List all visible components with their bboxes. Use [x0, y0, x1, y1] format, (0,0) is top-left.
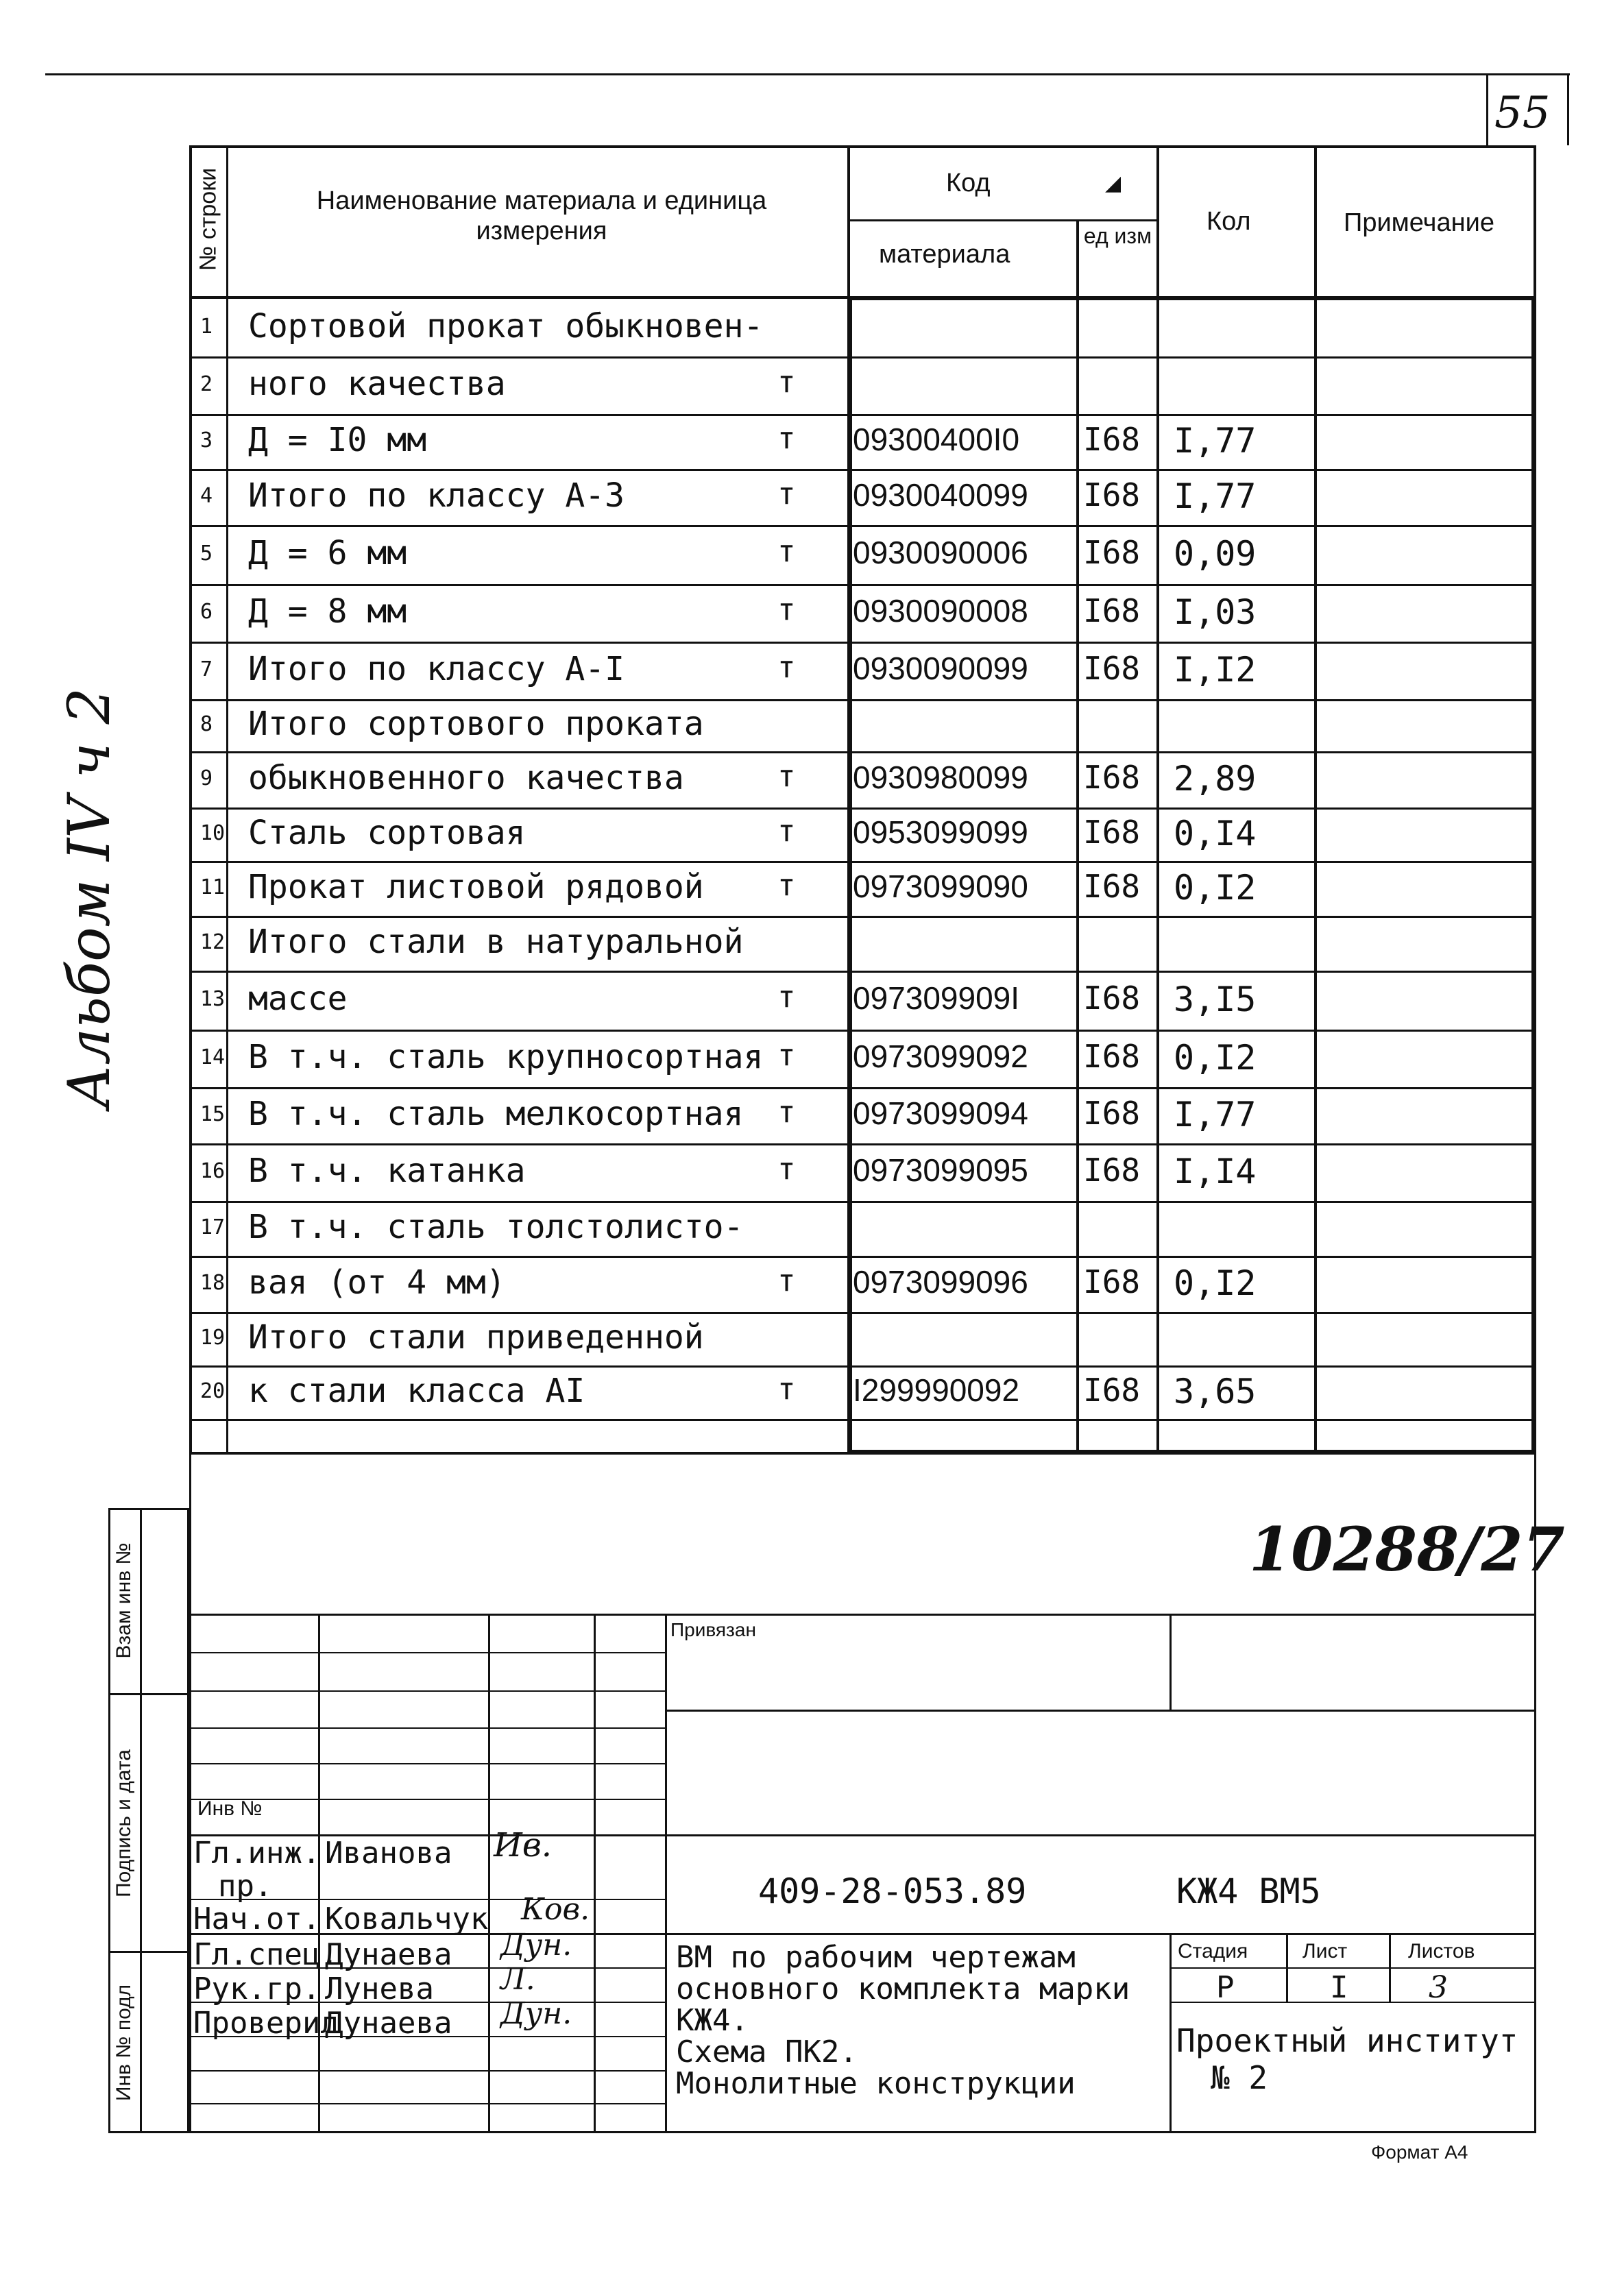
row-divider — [189, 971, 1536, 973]
row-divider — [189, 1256, 1536, 1258]
material-name: В т.ч. сталь мелкосортная — [248, 1095, 744, 1133]
quantity: 3,I5 — [1174, 980, 1257, 1019]
header-code-unit: ед изм — [1083, 223, 1152, 248]
header-row-no: № строки — [195, 167, 221, 271]
row-number: 5 — [200, 542, 213, 566]
unit-code: I68 — [1083, 980, 1141, 1017]
material-name: к стали класса АI — [248, 1372, 585, 1410]
quantity: I,77 — [1174, 1095, 1257, 1134]
material-name: Сортовой прокат обыкновен- — [248, 307, 764, 345]
material-code: 0930090006 — [853, 535, 1028, 570]
row-divider — [189, 1419, 1536, 1421]
unit: т — [777, 980, 796, 1015]
row-number: 4 — [200, 484, 213, 508]
document-code: 409-28-053.89 — [758, 1871, 1027, 1911]
organization-line-2: № 2 — [1211, 2059, 1268, 2096]
quantity: 0,I2 — [1174, 868, 1257, 908]
unit-code: I68 — [1083, 534, 1141, 571]
unit: т — [777, 1095, 796, 1130]
row-number: 3 — [200, 428, 213, 452]
material-name: В т.ч. катанка — [248, 1152, 526, 1190]
inv-no-label: Инв № — [197, 1797, 263, 1820]
staff-name-5: Лунева — [325, 1971, 434, 2006]
staff-role-4: Гл.спец. — [193, 1937, 339, 1972]
row-number: 18 — [200, 1271, 226, 1295]
header-code: Код — [946, 169, 991, 197]
unit-code: I68 — [1083, 1095, 1141, 1132]
unit: т — [777, 1372, 796, 1407]
material-name: Итого стали в натуральной — [248, 923, 744, 961]
material-code: 0930090099 — [853, 651, 1028, 686]
unit: т — [777, 868, 796, 903]
unit-code: I68 — [1083, 814, 1141, 851]
header-note: Примечание — [1344, 208, 1494, 237]
side-inv-num: Взам инв № — [112, 1542, 135, 1659]
quantity: I,77 — [1174, 421, 1257, 461]
header-qty: Кол — [1207, 207, 1251, 236]
material-name: ного качества — [248, 365, 506, 403]
title-line-3: КЖ4. — [676, 2003, 749, 2038]
quantity: 3,65 — [1174, 1372, 1257, 1411]
material-name: Сталь сортовая — [248, 814, 526, 852]
material-name: В т.ч. сталь крупносортная — [248, 1038, 764, 1076]
material-name: Итого по классу А-3 — [248, 476, 625, 515]
row-divider — [189, 584, 1536, 586]
material-name: массе — [248, 980, 348, 1018]
paper-format: Формат А4 — [1371, 2141, 1468, 2163]
material-name: В т.ч. сталь толстолисто- — [248, 1208, 744, 1246]
material-code: 0930980099 — [853, 760, 1028, 795]
material-name: вая (от 4 мм) — [248, 1263, 506, 1302]
material-name: обыкновенного качества — [248, 759, 684, 797]
row-number: 11 — [200, 875, 226, 899]
material-name: Д = 8 мм — [248, 592, 407, 631]
unit: т — [777, 534, 796, 569]
material-name: Прокат листовой рядовой — [248, 868, 704, 906]
header-name: Наименование материала и единица измерения — [316, 186, 767, 245]
row-number: 14 — [200, 1045, 226, 1069]
unit-code: I68 — [1083, 650, 1141, 687]
unit-code: I68 — [1083, 1152, 1141, 1189]
quantity: I,03 — [1174, 592, 1257, 632]
row-number: 16 — [200, 1159, 226, 1183]
unit-code: I68 — [1083, 421, 1141, 458]
unit-code: I68 — [1083, 476, 1141, 513]
row-number: 12 — [200, 930, 226, 954]
unit-code: I68 — [1083, 868, 1141, 905]
document-mark: КЖ4 ВМ5 — [1176, 1871, 1321, 1911]
row-number: 2 — [200, 372, 213, 396]
staff-role-3: Нач.от. — [193, 1902, 321, 1936]
row-divider — [189, 699, 1536, 701]
row-divider — [189, 1312, 1536, 1314]
row-divider — [189, 916, 1536, 918]
material-code: 09300400I0 — [853, 422, 1020, 457]
unit-code: I68 — [1083, 1263, 1141, 1300]
privyazan-label: Привязан — [670, 1619, 756, 1640]
row-number: 9 — [200, 766, 213, 790]
top-rule — [45, 73, 1570, 75]
page-number: 55 — [1494, 88, 1551, 138]
stage-value: Р — [1216, 1970, 1235, 2005]
page-number-box-left — [1486, 75, 1488, 145]
quantity: 0,I2 — [1174, 1263, 1257, 1303]
side-sign-date: Подпись и дата — [112, 1749, 135, 1897]
row-divider — [189, 751, 1536, 753]
material-code: 0973099094 — [853, 1095, 1028, 1131]
material-name: Д = 6 мм — [248, 534, 407, 572]
row-number: 15 — [200, 1102, 226, 1126]
signature-5: Л. — [500, 1962, 535, 1997]
row-divider — [189, 1030, 1536, 1032]
unit-code: I68 — [1083, 592, 1141, 629]
title-line-5: Монолитные конструкции — [676, 2066, 1076, 2101]
row-divider — [189, 525, 1536, 527]
title-line-1: ВМ по рабочим чертежам — [676, 1940, 1076, 1975]
quantity: 0,I2 — [1174, 1038, 1257, 1078]
page-number-box-right — [1567, 75, 1569, 145]
material-name: Итого по классу А-I — [248, 650, 625, 688]
quantity: I,77 — [1174, 476, 1257, 516]
material-name: Д = I0 мм — [248, 421, 427, 459]
material-code: 0953099099 — [853, 814, 1028, 850]
row-number: 19 — [200, 1326, 226, 1350]
row-divider — [189, 356, 1536, 359]
sheet-value: I — [1330, 1970, 1348, 2005]
signature-1: Ив. — [494, 1826, 553, 1865]
unit: т — [777, 1152, 796, 1187]
row-number: 8 — [200, 712, 213, 736]
side-inv-orig: Инв № подл — [112, 1984, 135, 2102]
row-divider — [189, 861, 1536, 863]
staff-name-1: Иванова — [325, 1836, 452, 1871]
header-code-material: материала — [879, 240, 1010, 269]
row-number: 7 — [200, 657, 213, 681]
organization-line-1: Проектный институт — [1176, 2022, 1518, 2059]
row-number: 20 — [200, 1379, 226, 1403]
material-code: I299990092 — [853, 1372, 1020, 1408]
header-code-mark: ◢ — [1105, 172, 1122, 195]
title-line-2: основного комплекта марки — [676, 1971, 1130, 2006]
unit-code: I68 — [1083, 1038, 1141, 1075]
staff-role-2: пр. — [218, 1869, 273, 1904]
signature-6: Дун. — [500, 1996, 572, 2031]
row-divider — [189, 1365, 1536, 1368]
quantity: 0,09 — [1174, 534, 1257, 574]
staff-role-5: Рук.гр. — [193, 1971, 321, 2006]
stage-label: Стадия — [1178, 1940, 1248, 1963]
unit: т — [777, 421, 796, 456]
sheets-value: 3 — [1429, 1970, 1448, 2005]
row-divider — [189, 1201, 1536, 1203]
material-name: Итого стали приведенной — [248, 1318, 704, 1357]
row-number: 1 — [200, 315, 213, 339]
row-number: 6 — [200, 600, 213, 624]
quantity: I,I4 — [1174, 1152, 1257, 1191]
unit: т — [777, 365, 796, 400]
material-code: 0973099095 — [853, 1152, 1028, 1188]
material-name: Итого сортового проката — [248, 705, 704, 743]
sheets-label: Листов — [1408, 1940, 1475, 1963]
row-divider — [189, 1087, 1536, 1089]
quantity: I,I2 — [1174, 650, 1257, 690]
signature-4: Дун. — [500, 1928, 572, 1963]
unit: т — [777, 592, 796, 627]
album-label: Альбом IV ч 2 — [56, 688, 123, 1108]
row-divider — [189, 642, 1536, 644]
quantity: 2,89 — [1174, 759, 1257, 799]
row-divider — [189, 807, 1536, 810]
staff-name-4: Дунаева — [325, 1937, 452, 1972]
document-id: 10288/27 — [1249, 1514, 1565, 1585]
material-code: 0930090008 — [853, 593, 1028, 629]
staff-name-3: Ковальчук — [325, 1902, 489, 1936]
staff-role-6: Проверил — [193, 2006, 339, 2041]
unit: т — [777, 814, 796, 849]
material-code: 0973099092 — [853, 1039, 1028, 1074]
unit: т — [777, 1263, 796, 1298]
signature-3: Ков. — [521, 1892, 590, 1927]
row-divider — [189, 469, 1536, 471]
quantity: 0,I4 — [1174, 814, 1257, 853]
unit: т — [777, 1038, 796, 1073]
row-divider — [189, 414, 1536, 416]
staff-name-6: Дунаева — [325, 2006, 452, 2041]
material-code: 0973099096 — [853, 1264, 1028, 1300]
row-divider — [189, 1143, 1536, 1145]
unit-code: I68 — [1083, 1372, 1141, 1409]
material-code: 097309909I — [853, 980, 1020, 1016]
unit: т — [777, 476, 796, 511]
material-code: 0930040099 — [853, 477, 1028, 513]
row-number: 10 — [200, 821, 226, 845]
unit: т — [777, 759, 796, 794]
row-number: 17 — [200, 1215, 226, 1239]
sheet-label: Лист — [1302, 1940, 1348, 1963]
title-line-4: Схема ПК2. — [676, 2035, 858, 2069]
row-number: 13 — [200, 987, 226, 1011]
material-code: 0973099090 — [853, 869, 1028, 904]
unit-code: I68 — [1083, 759, 1141, 796]
unit: т — [777, 650, 796, 685]
staff-role-1: Гл.инж. — [193, 1836, 321, 1871]
